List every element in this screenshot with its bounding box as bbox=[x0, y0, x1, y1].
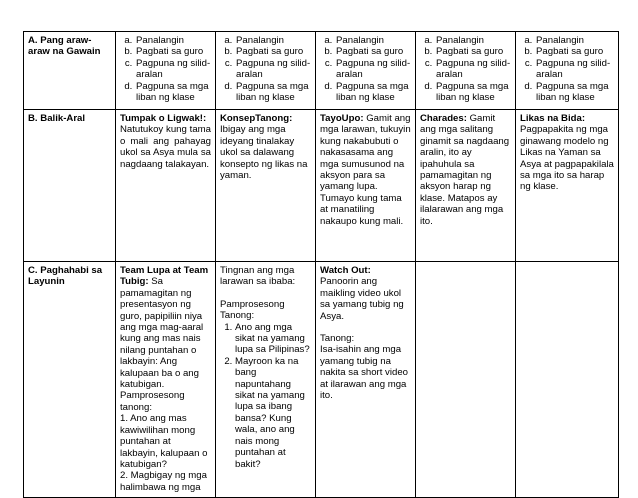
cell bbox=[116, 110, 216, 262]
list-item: a. Panalangin bbox=[235, 35, 311, 46]
list-item: d. Pagpuna sa mga liban ng klase bbox=[135, 81, 211, 104]
activity-title: Watch Out: bbox=[320, 265, 371, 276]
cell bbox=[216, 110, 316, 262]
routine-list bbox=[120, 35, 211, 103]
row-label: B. Balik-Aral bbox=[24, 110, 116, 262]
activity-text: Gamit ang mga salitang ginamit sa nagdaang aralin, ito ay ipahuhula sa pamamagitan ng aksyon harap ng klase. Matapos ay ilalarawan ang mga ito. bbox=[420, 113, 510, 227]
list-item: d. Pagpuna sa mga liban ng klase bbox=[235, 81, 311, 104]
cell bbox=[416, 32, 516, 110]
questions-title: Pamprosesong Tanong: bbox=[220, 298, 285, 322]
lesson-plan-table bbox=[23, 31, 619, 498]
list-item: c. Pagpuna ng silid-aralan bbox=[335, 58, 411, 81]
activity-title: KonsepTanong: bbox=[220, 113, 293, 124]
row-pang-araw-araw bbox=[24, 32, 619, 110]
activity-title: TayoUpo: bbox=[320, 113, 364, 124]
list-item: a. Panalangin bbox=[535, 35, 614, 46]
list-item: a. Panalangin bbox=[135, 35, 211, 46]
activity-text: Natutukoy kung tama o mali ang pahayag ukol sa Asya mula sa nagdaang talakayan. bbox=[120, 124, 211, 170]
cell bbox=[516, 262, 619, 498]
activity-title: Charades: bbox=[420, 113, 467, 124]
questions-title: Tanong: bbox=[320, 333, 355, 345]
cell bbox=[316, 110, 416, 262]
activity-text: Panoorin ang maikling video ukol sa yamang tubig ng Asya. bbox=[320, 276, 404, 322]
row-paghahabi bbox=[24, 262, 619, 498]
activity-text: Tingnan ang mga larawan sa ibaba: bbox=[220, 265, 296, 288]
cell bbox=[416, 262, 516, 498]
activity-title: Tumpak o Ligwak!: bbox=[120, 113, 207, 124]
row-balik-aral bbox=[24, 110, 619, 262]
list-item: a. Panalangin bbox=[435, 35, 511, 46]
cell bbox=[316, 262, 416, 498]
question-item: 1. Ano ang mga sikat na yamang lupa sa Pilipinas? bbox=[235, 322, 311, 356]
list-item: b. Pagbati sa guro bbox=[235, 46, 311, 57]
cell bbox=[316, 32, 416, 110]
activity-title: Likas na Bida: bbox=[520, 113, 586, 124]
list-item: b. Pagbati sa guro bbox=[335, 46, 411, 57]
routine-list bbox=[520, 35, 614, 103]
list-item: c. Pagpuna ng silid-aralan bbox=[535, 58, 614, 81]
routine-list bbox=[320, 35, 411, 103]
list-item: d. Pagpuna sa mga liban ng klase bbox=[535, 81, 614, 104]
question-item: 2. Magbigay ng mga halimbawa ng mga bbox=[120, 470, 207, 493]
cell bbox=[416, 110, 516, 262]
cell bbox=[116, 32, 216, 110]
routine-list bbox=[420, 35, 511, 103]
cell bbox=[116, 262, 216, 498]
list-item: c. Pagpuna ng silid-aralan bbox=[435, 58, 511, 81]
cell bbox=[516, 32, 619, 110]
list-item: d. Pagpuna sa mga liban ng klase bbox=[335, 81, 411, 104]
questions-title: Pamprosesong tanong: bbox=[120, 390, 185, 413]
list-item: a. Panalangin bbox=[335, 35, 411, 46]
routine-list bbox=[220, 35, 311, 103]
list-item: b. Pagbati sa guro bbox=[535, 46, 614, 57]
cell bbox=[516, 110, 619, 262]
list-item: b. Pagbati sa guro bbox=[435, 46, 511, 57]
row-label: A. Pang araw-araw na Gawain bbox=[24, 32, 116, 110]
list-item: b. Pagbati sa guro bbox=[135, 46, 211, 57]
question-text: Isa-isahin ang mga yamang tubig na nakita sa short video at ilarawan ang mga ito. bbox=[320, 344, 408, 402]
list-item: c. Pagpuna ng silid-aralan bbox=[135, 58, 211, 81]
activity-title: Team Lupa at Team Tubig: bbox=[120, 265, 209, 288]
question-item: 1. Ano ang mas kawiwilihan mong puntahan at lakbayin, kalupaan o katubigan? bbox=[120, 413, 208, 470]
activity-text: Ibigay ang mga ideyang tinalakay ukol sa dalawang konsepto ng likas na yaman. bbox=[220, 124, 308, 182]
activity-text: Sa pamamagitan ng presentasyon ng guro, papipiliin niya ang mga mag-aaral kung ang mas nais nilang puntahan o lakbayin: Ang kalupaan ba o ang katubigan. bbox=[120, 276, 204, 391]
question-item: 2. Mayroon ka na bang napuntahang sikat na yamang lupa sa ibang bansa? Kung wala, ano ang nais mong puntahan at bakit? bbox=[235, 356, 311, 470]
activity-text: Pagpapakita ng mga ginawang modelo ng Likas na Yaman sa Asya at pagpapakilala sa mga ito sa harap ng klase. bbox=[520, 124, 614, 193]
list-item: c. Pagpuna ng silid-aralan bbox=[235, 58, 311, 81]
cell bbox=[216, 32, 316, 110]
cell bbox=[216, 262, 316, 498]
question-list bbox=[220, 322, 311, 470]
row-label: C. Paghahabi sa Layunin bbox=[24, 262, 116, 498]
list-item: d. Pagpuna sa mga liban ng klase bbox=[435, 81, 511, 104]
activity-text: Gamit ang mga larawan, tukuyin kung nakabubuti o nakasasama ang mga sumusunod na aksyon para sa yamang lupa. Tumayo kung tama at manatiling nakaupo kung mali. bbox=[320, 113, 411, 227]
